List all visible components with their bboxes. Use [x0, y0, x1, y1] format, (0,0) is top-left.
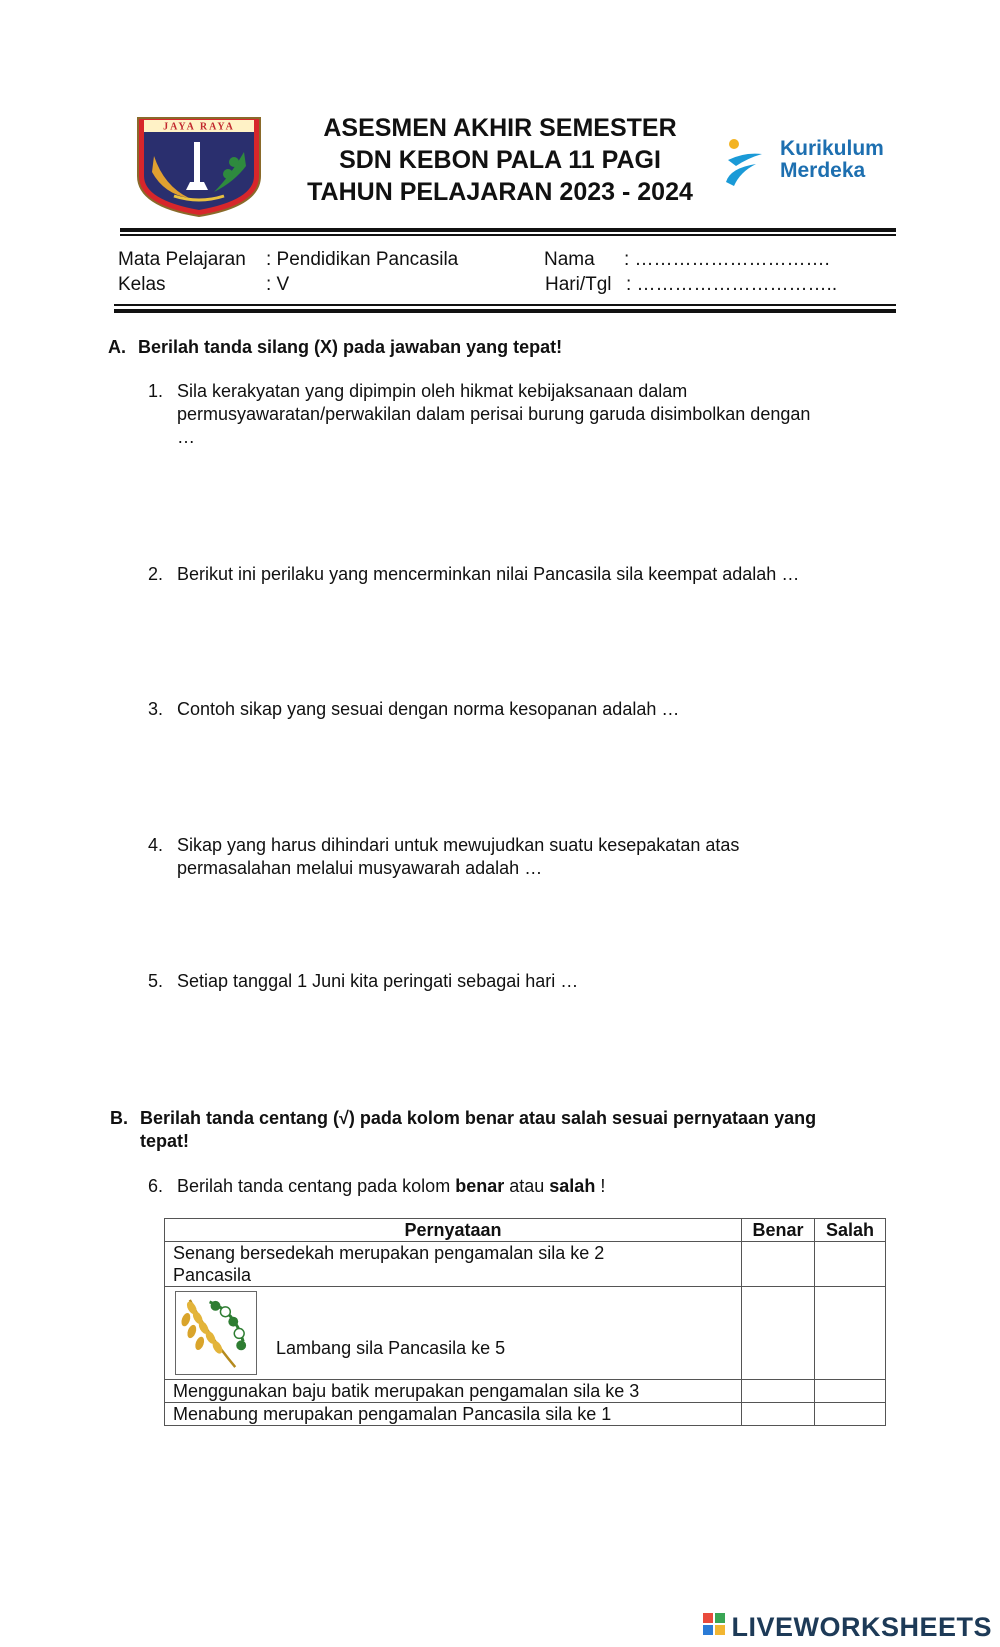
section-a-letter: A. — [108, 337, 126, 357]
salah-checkbox-cell[interactable] — [815, 1403, 886, 1426]
kurikulum-text: Kurikulum — [780, 137, 884, 160]
q6-bold-salah: salah — [549, 1176, 596, 1196]
question-4 — [148, 834, 888, 882]
benar-checkbox-cell[interactable] — [742, 1403, 815, 1426]
question-6 — [148, 1175, 888, 1199]
kurikulum-merdeka-logo — [722, 134, 912, 190]
school-emblem — [134, 116, 264, 218]
section-b-instruction-line-1: Berilah tanda centang (√) pada kolom benar atau salah sesuai pernyataan yang — [140, 1108, 817, 1128]
table-row — [165, 1287, 886, 1380]
question-number: 3. — [148, 699, 164, 719]
question-text-line: Contoh sikap yang sesuai dengan norma kesopanan adalah … — [177, 699, 680, 719]
benar-checkbox-cell[interactable] — [742, 1287, 815, 1380]
question-text-line: … — [177, 427, 195, 447]
brand-text: LIVEWORKSHEETS — [731, 1612, 992, 1642]
q6-bold-benar: benar — [455, 1176, 505, 1196]
statement-cell — [165, 1287, 742, 1380]
section-a-instruction: Berilah tanda silang (X) pada jawaban yang tepat! — [138, 337, 563, 357]
page-title-line-1: ASESMEN AKHIR SEMESTER — [323, 114, 677, 142]
page-title-line-2: SDN KEBON PALA 11 PAGI — [339, 146, 661, 174]
statement-text: Menggunakan baju batik merupakan pengamalan sila ke 3 — [173, 1381, 640, 1401]
liveworksheets-logo-icon — [703, 1613, 727, 1644]
question-text-line: permusyawaratan/perwakilan dalam perisai burung garuda disimbolkan dengan — [177, 404, 811, 424]
question-1 — [148, 380, 888, 452]
question-3 — [148, 698, 888, 722]
question-6-text — [177, 1175, 605, 1198]
header-divider-top — [120, 228, 896, 232]
padi-kapas-image — [175, 1291, 257, 1375]
class-label: Kelas — [118, 274, 166, 295]
question-number: 2. — [148, 564, 164, 584]
question-text-line: Setiap tanggal 1 Juni kita peringati sebagai hari … — [177, 971, 579, 991]
question-text-line: permasalahan melalui musyawarah adalah … — [177, 858, 543, 878]
question-text-line: Sikap yang harus dihindari untuk mewujudkan suatu kesepakatan atas — [177, 835, 740, 855]
question-text-line: Berikut ini perilaku yang mencerminkan nilai Pancasila sila keempat adalah … — [177, 564, 800, 584]
question-number: 6. — [148, 1176, 164, 1196]
section-b-letter: B. — [110, 1108, 128, 1128]
header-divider-bottom-thin — [114, 304, 896, 306]
table-row — [165, 1242, 886, 1287]
emblem-text: JAYA RAYA — [163, 121, 235, 133]
merdeka-text: Merdeka — [780, 159, 866, 182]
column-header-benar: Benar — [742, 1219, 815, 1242]
question-5 — [148, 970, 888, 994]
column-header-pernyataan: Pernyataan — [165, 1219, 742, 1242]
question-text-line: Sila kerakyatan yang dipimpin oleh hikmat kebijaksanaan dalam — [177, 381, 688, 401]
question-number: 5. — [148, 971, 164, 991]
header-divider-top-thin — [120, 234, 896, 236]
name-label: Nama — [544, 249, 595, 270]
question-2 — [148, 563, 888, 587]
statement-cell — [165, 1380, 742, 1403]
question-number: 1. — [148, 381, 164, 401]
statement-cell — [165, 1403, 742, 1426]
date-label: Hari/Tgl — [545, 274, 612, 295]
liveworksheets-brand — [703, 1612, 992, 1644]
benar-checkbox-cell[interactable] — [742, 1242, 815, 1287]
header-divider-bottom — [114, 309, 896, 313]
table-row — [165, 1403, 886, 1426]
q6-text-part: Berilah tanda centang pada kolom — [177, 1176, 456, 1196]
table-row — [165, 1380, 886, 1403]
column-header-salah: Salah — [815, 1219, 886, 1242]
section-b-instruction-line-2: tepat! — [140, 1131, 189, 1151]
question-number: 4. — [148, 835, 164, 855]
statement-text: Senang bersedekah merupakan pengamalan sila ke 2 — [173, 1243, 605, 1263]
class-value: : V — [266, 274, 290, 295]
subject-value: : Pendidikan Pancasila — [266, 249, 459, 270]
q6-text-part: atau — [504, 1176, 550, 1196]
salah-checkbox-cell[interactable] — [815, 1242, 886, 1287]
statement-text: Lambang sila Pancasila ke 5 — [276, 1338, 506, 1358]
date-field[interactable]: : ………………………….. — [626, 274, 838, 295]
q6-text-part: ! — [595, 1176, 606, 1196]
benar-checkbox-cell[interactable] — [742, 1380, 815, 1403]
name-field[interactable]: : …………………………. — [624, 249, 830, 270]
salah-checkbox-cell[interactable] — [815, 1380, 886, 1403]
subject-label: Mata Pelajaran — [118, 249, 246, 270]
padi-kapas-icon — [176, 1292, 255, 1373]
statement-text: Pancasila — [173, 1265, 252, 1285]
jaya-raya-emblem-icon — [134, 116, 264, 218]
table-header-row — [165, 1219, 886, 1242]
page-title-line-3: TAHUN PELAJARAN 2023 - 2024 — [307, 178, 693, 206]
salah-checkbox-cell[interactable] — [815, 1287, 886, 1380]
kurikulum-merdeka-logo-icon — [722, 134, 778, 190]
statement-text: Menabung merupakan pengamalan Pancasila sila ke 1 — [173, 1404, 612, 1424]
statement-cell — [165, 1242, 742, 1287]
statement-table — [164, 1218, 886, 1426]
